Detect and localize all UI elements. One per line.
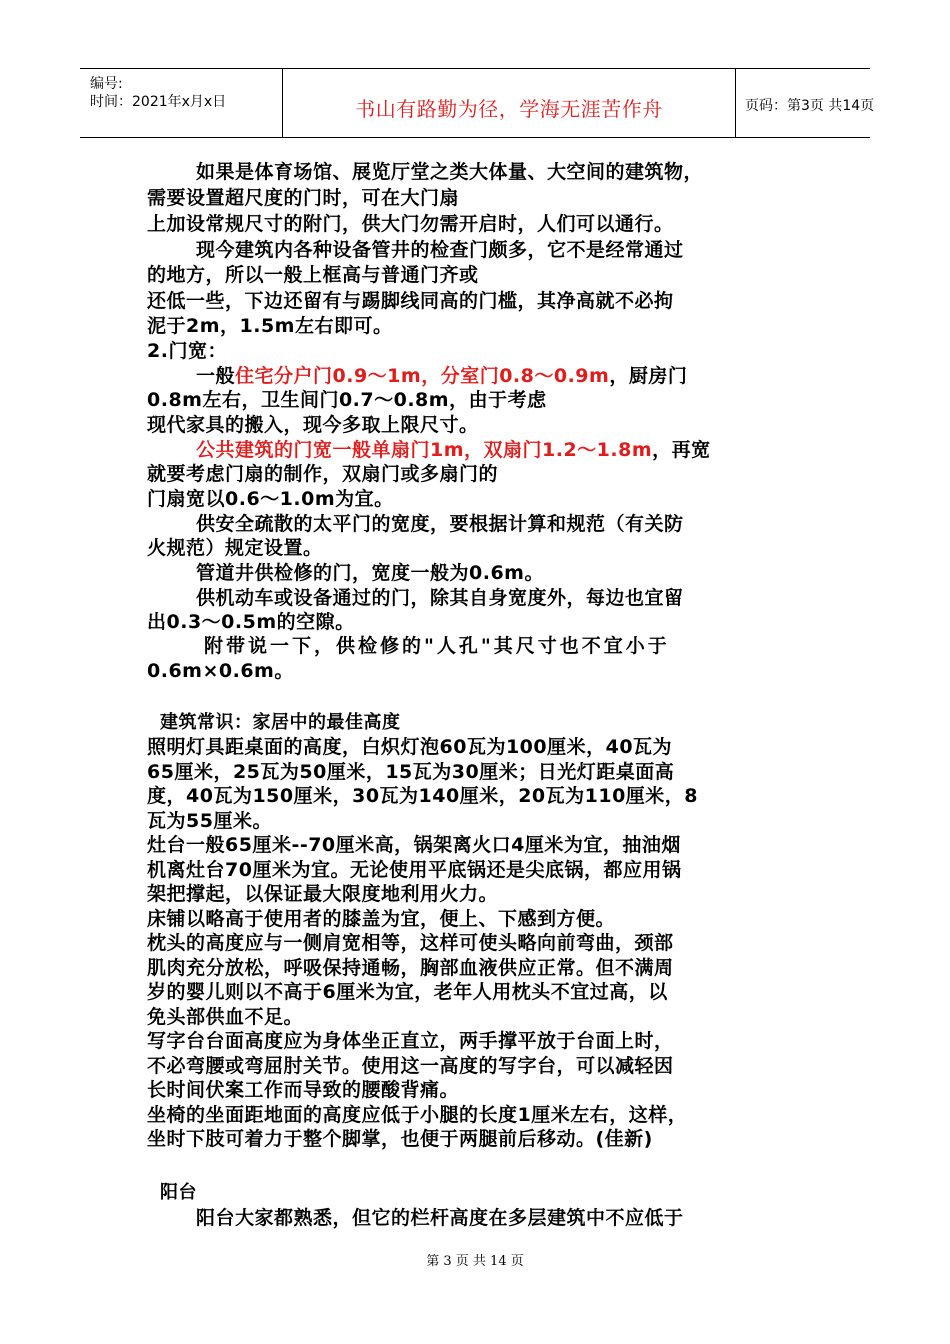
body-line: 阳台大家都熟悉，但它的栏杆高度在多层建筑中不应低于 (196, 1207, 684, 1229)
body-line: 岁的婴儿则以不高于6厘米为宜，老年人用枕头不宜过高，以 (147, 981, 668, 1003)
header-motto: 书山有路勤为径，学海无涯苦作舟 (355, 97, 663, 121)
body-line: 长时间伏案工作而导致的腰酸背痛。 (147, 1079, 460, 1101)
body-line: 上加设常规尺寸的附门，供大门勿需开启时，人们可以通行。 (147, 213, 674, 235)
body-line: 的地方，所以一般上框高与普通门齐或 (147, 264, 479, 286)
body-line: 一般住宅分户门0.9～1m，分室门0.8～0.9m，厨房门 (196, 365, 688, 387)
body-line: 需要设置超尺度的门时，可在大门扇 (147, 187, 460, 209)
page-header (80, 68, 875, 138)
body-line: 门扇宽以0.6～1.0m为宜。 (147, 488, 394, 510)
body-line: 公共建筑的门宽一般单扇门1m，双扇门1.2～1.8m，再宽 (196, 439, 711, 461)
header-page-cell (735, 69, 875, 137)
body-line: 65厘米，25瓦为50厘米，15瓦为30厘米；日光灯距桌面高 (147, 761, 675, 783)
body-line: 火规范）规定设置。 (147, 537, 323, 559)
body-line: 管道井供检修的门，宽度一般为0.6m。 (196, 562, 544, 584)
body-line: 床铺以略高于使用者的膝盖为宜，便上、下感到方便。 (147, 908, 616, 930)
body-line: 枕头的高度应与一侧肩宽相等，这样可使头略向前弯曲，颈部 (147, 932, 674, 954)
body-line: 供安全疏散的太平门的宽度，要根据计算和规范（有关防 (196, 513, 684, 535)
highlight-text: 住宅分户门0.9～1m，分室门0.8～0.9m (235, 365, 610, 387)
time-label: 时间：2021年x月x日 (90, 94, 227, 110)
body-line: 度，40瓦为150厘米，30瓦为140厘米，20瓦为110厘米，8 (147, 785, 699, 807)
header-meta-cell (80, 69, 282, 137)
body-line: 照明灯具距桌面的高度，白炽灯泡60瓦为100厘米，40瓦为 (147, 736, 673, 758)
body-line: 坐时下肢可着力于整个脚掌，也便于两腿前后移动。(佳新) (147, 1128, 653, 1150)
body-line: 瓦为55厘米。 (147, 810, 272, 832)
body-line: 0.8m左右，卫生间门0.7～0.8m，由于考虑 (147, 389, 547, 411)
body-line: 如果是体育场馆、展览厅堂之类大体量、大空间的建筑物， (196, 161, 704, 183)
body-line: 写字台台面高度应为身体坐正直立，两手撑平放于台面上时， (147, 1030, 674, 1052)
page-footer: 第 3 页 共 14 页 (426, 1254, 524, 1269)
section-heading: 2.门宽： (147, 340, 227, 362)
section-heading: 建筑常识：家居中的最佳高度 (160, 712, 401, 733)
highlight-text: 公共建筑的门宽一般单扇门1m，双扇门1.2～1.8m (196, 439, 653, 461)
body-line: 架把撑起，以保证最大限度地利用火力。 (147, 883, 499, 905)
body-line: 0.6m×0.6m。 (147, 660, 294, 682)
body-line: 坐椅的坐面距地面的高度应低于小腿的长度1厘米左右，这样， (147, 1104, 688, 1126)
body-line: 现今建筑内各种设备管井的检查门颇多，它不是经常通过 (196, 239, 684, 261)
body-line: 供机动车或设备通过的门，除其自身宽度外，每边也宜留 (196, 587, 684, 609)
code-label: 编号: (90, 76, 123, 92)
body-line: 还低一些，下边还留有与踢脚线同高的门槛，其净高就不必拘 (147, 290, 674, 312)
body-line: 不必弯腰或弯屈肘关节。使用这一高度的写字台，可以减轻因 (147, 1055, 674, 1077)
header-motto-cell (282, 69, 736, 137)
body-line: 出0.3～0.5m的空隙。 (147, 611, 355, 633)
body-line: 免头部供血不足。 (147, 1006, 304, 1028)
body-line: 就要考虑门扇的制作，双扇门或多扇门的 (147, 463, 499, 485)
body-line: 机离灶台70厘米为宜。无论使用平底锅还是尖底锅，都应用锅 (147, 859, 682, 881)
header-page-number: 页码：第3页 共14页 (745, 98, 875, 114)
body-line: 灶台一般65厘米--70厘米高，锅架离火口4厘米为宜，抽油烟 (147, 834, 681, 856)
body-line: 泥于2m，1.5m左右即可。 (147, 315, 393, 337)
section-heading: 阳台 (160, 1182, 197, 1203)
body-line: 肌肉充分放松，呼吸保持通畅，胸部血液供应正常。但不满周 (147, 957, 674, 979)
body-line: 附带说一下，供检修的"人孔"其尺寸也不宜小于 (204, 635, 670, 657)
body-line: 现代家具的搬入，现今多取上限尺寸。 (147, 414, 479, 436)
